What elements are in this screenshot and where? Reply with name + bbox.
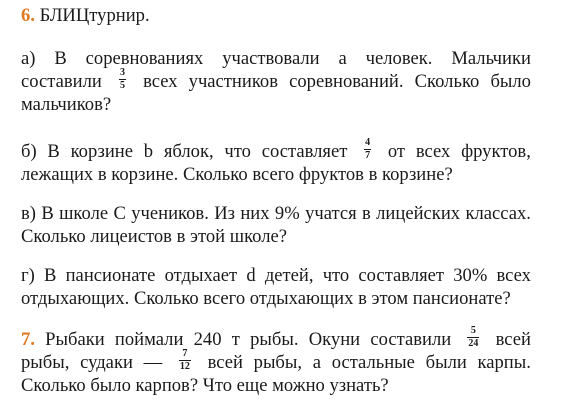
word: всей [495,329,531,350]
task-6d-line-1 [21,264,531,287]
word: всех [143,71,178,92]
task-6c-line-1 [21,202,531,225]
word: школе [59,203,109,224]
task-7-line-3: Сколько было карпов? Что еще можно узнать? [21,375,389,396]
word: соревнованиях [85,48,204,69]
task-6b-line-2: лежащих в корзине. Сколько всего фруктов в корзине? [21,164,453,185]
word: что [224,141,251,162]
fraction-numerator: 3 [119,67,125,78]
fraction-3-5 [119,68,126,91]
fraction-5-24 [467,326,479,349]
task-6d-line-2: отдыхающих. Сколько всего отдыхающих в этом пансионате? [21,288,511,309]
word: было [490,71,531,92]
word: отдыхает [164,265,238,286]
word: были [425,352,467,373]
task-6b [21,137,531,186]
word: от [387,141,406,162]
fraction-denominator: 24 [468,338,479,349]
word: Окуни [308,329,361,350]
word: С [113,203,126,224]
word: составляет [261,141,348,162]
word: человек. [365,48,433,69]
word: Из [214,203,235,224]
fraction-numerator: 7 [179,349,191,361]
word: пансионате [65,265,156,286]
word: рыбы, [21,352,70,373]
task-6b-line-1 [21,137,531,163]
word: всех [415,141,451,162]
word: соревнований. [289,71,404,92]
task-7-number: 7. [21,329,35,350]
word: г) [21,265,35,286]
word: т [231,329,240,350]
word: б) [21,141,37,162]
task-6-number: 6. [21,5,35,26]
word: в) [21,203,36,224]
word: b [143,141,154,162]
word: классах. [465,203,531,224]
word: составили [370,329,452,350]
word: В [44,265,57,286]
task-6c-line-2: Сколько лицеистов в этой школе? [21,226,288,247]
word: участвовали [222,48,320,69]
word: Сколько [414,71,480,92]
word: в [362,203,371,224]
word: Мальчики [451,48,531,69]
word: 30% [453,265,488,286]
word: рыбы, [253,352,303,373]
task-6-heading [21,4,531,27]
word: а) [21,48,36,69]
task-6-title: БЛИЦтурнир. [39,5,150,26]
word: всех [496,265,531,286]
word: корзине [70,141,134,162]
word: В [54,48,67,69]
word: яблок, [163,141,214,162]
task-7-line-1 [21,325,531,351]
task-6a-line-3: мальчиков? [21,94,112,115]
word: а [338,48,347,69]
task-6a-line-1 [21,47,531,70]
task-6c [21,202,531,248]
task-6d [21,264,531,310]
word: лицейских [376,203,461,224]
word: В [41,203,54,224]
word: учатся [305,203,357,224]
word: поймали [114,329,184,350]
word: карпы. [477,352,531,373]
word: а [312,352,321,373]
word: рыбы. [250,329,299,350]
word: 9% [274,203,300,224]
word: учеников. [131,203,209,224]
fraction-4-7 [364,138,371,161]
word: участников [188,71,278,92]
word: составили [21,71,102,92]
word: d [246,265,256,286]
fraction-denominator: 5 [119,80,125,91]
word: что [322,265,350,286]
word: судаки [80,352,133,373]
word: — [143,352,163,373]
word: них [240,203,270,224]
word: Рыбаки [45,329,105,350]
fraction-denominator: 7 [365,150,371,161]
fraction-denominator: 12 [179,361,190,372]
word: детей, [264,265,314,286]
word: В [47,141,60,162]
fraction-numerator: 4 [365,137,371,148]
word: остальные [331,352,415,373]
task-6a-line-2 [21,67,531,93]
task-7 [21,325,531,397]
word: составляет [358,265,445,286]
word: всей [207,352,243,373]
task-6a [21,47,531,116]
fraction-numerator: 5 [467,326,479,338]
fraction-7-12 [179,349,191,372]
word: фруктов, [461,141,531,162]
word: 240 [193,329,222,350]
task-7-line-2 [21,348,531,374]
